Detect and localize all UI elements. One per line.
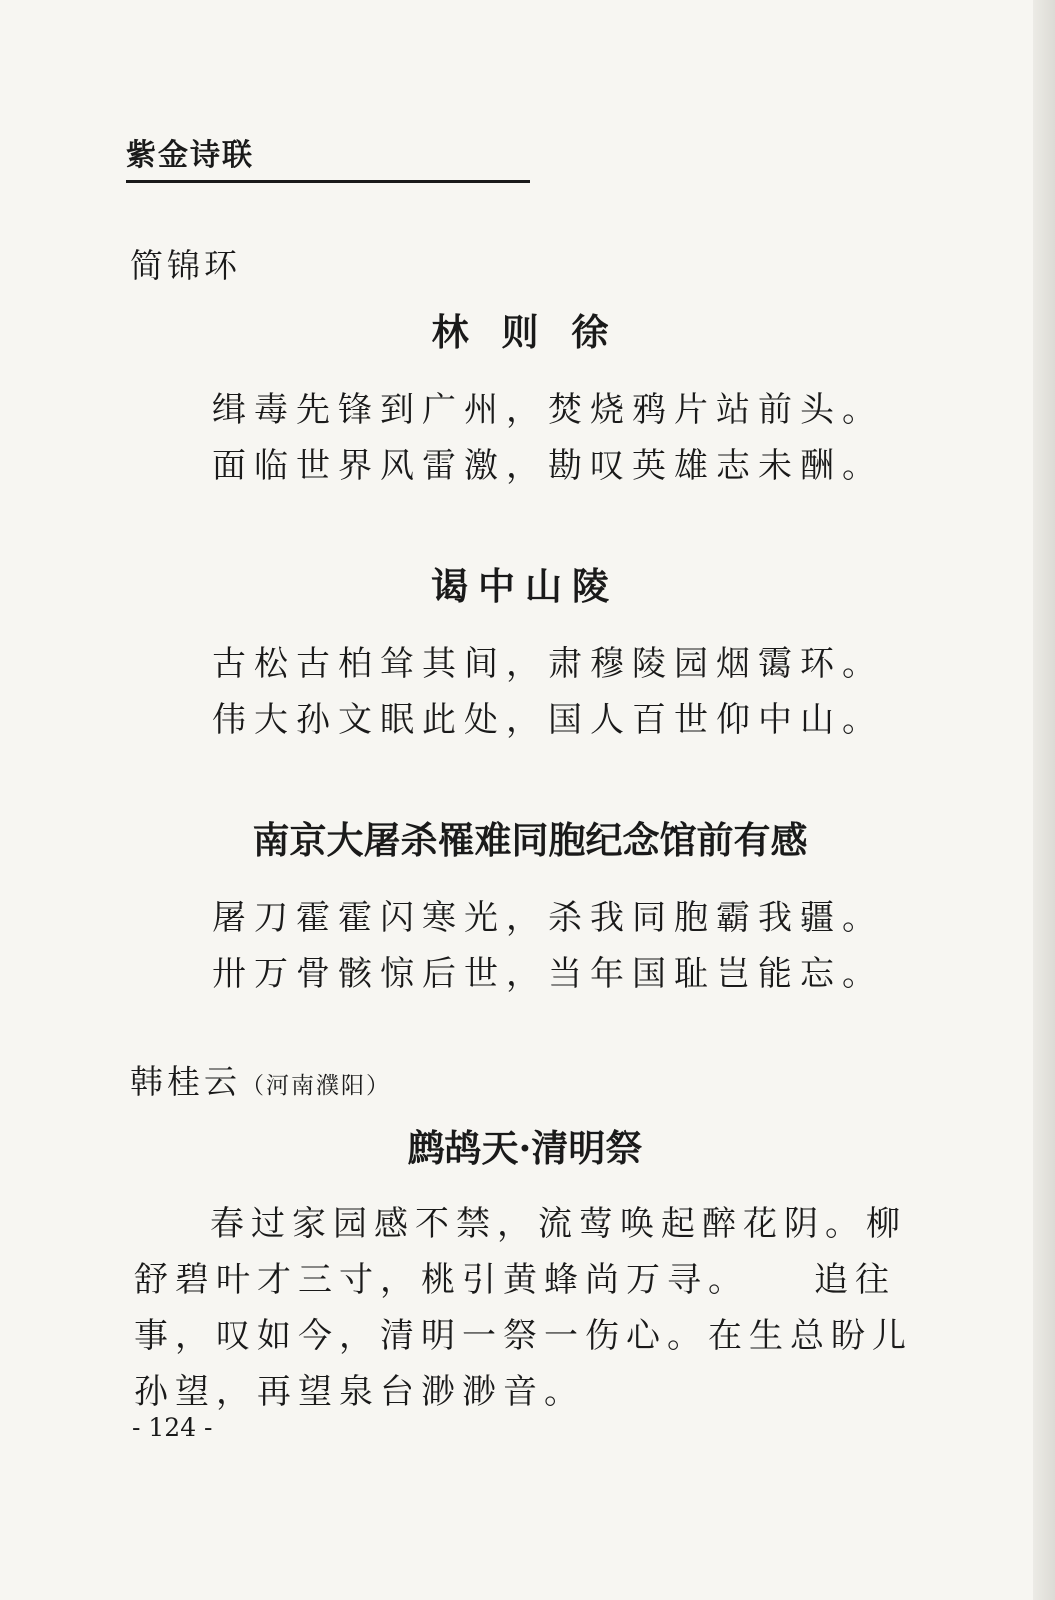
header-title: 紫金诗联 [126,138,254,173]
author-name: 简锦环 [130,246,241,285]
author-place: （河南濮阳） [241,1073,391,1099]
poem-line: 卅万骨骸惊后世，当年国耻岂能忘。 [212,954,884,994]
poem-title: 南京大屠杀罹难同胞纪念馆前有感 [252,818,808,862]
poem-line: 面临世界风雷激，勘叹英雄志未酬。 [212,446,884,486]
ci-poem-text: 春过家园感不禁，流莺唤起醉花阴。柳舒碧叶才三寸，桃引黄蜂尚万寻。 追往事，叹如今，清明一祭一伤心。在生总盼儿孙望，再望泉台渺渺音。 [134,1204,913,1412]
poem-title: 鹧鸪天·清明祭 [407,1126,643,1170]
running-header [126,136,530,183]
page-number: - 124 - [132,1413,213,1442]
poem-line: 缉毒先锋到广州，焚烧鸦片站前头。 [212,390,884,430]
poem-line: 伟大孙文眠此处，国人百世仰中山。 [212,700,884,740]
poem-line: 古松古柏耸其间，肃穆陵园烟霭环。 [212,644,884,684]
author-heading [130,1060,391,1108]
poem-title: 谒中山陵 [431,564,619,608]
author-name: 韩桂云 [130,1062,241,1101]
poem-line: 屠刀霍霍闪寒光，杀我同胞霸我疆。 [212,898,884,938]
page-edge [1033,0,1055,1600]
poem-title: 林 则 徐 [431,310,619,354]
header-rule [126,180,530,183]
